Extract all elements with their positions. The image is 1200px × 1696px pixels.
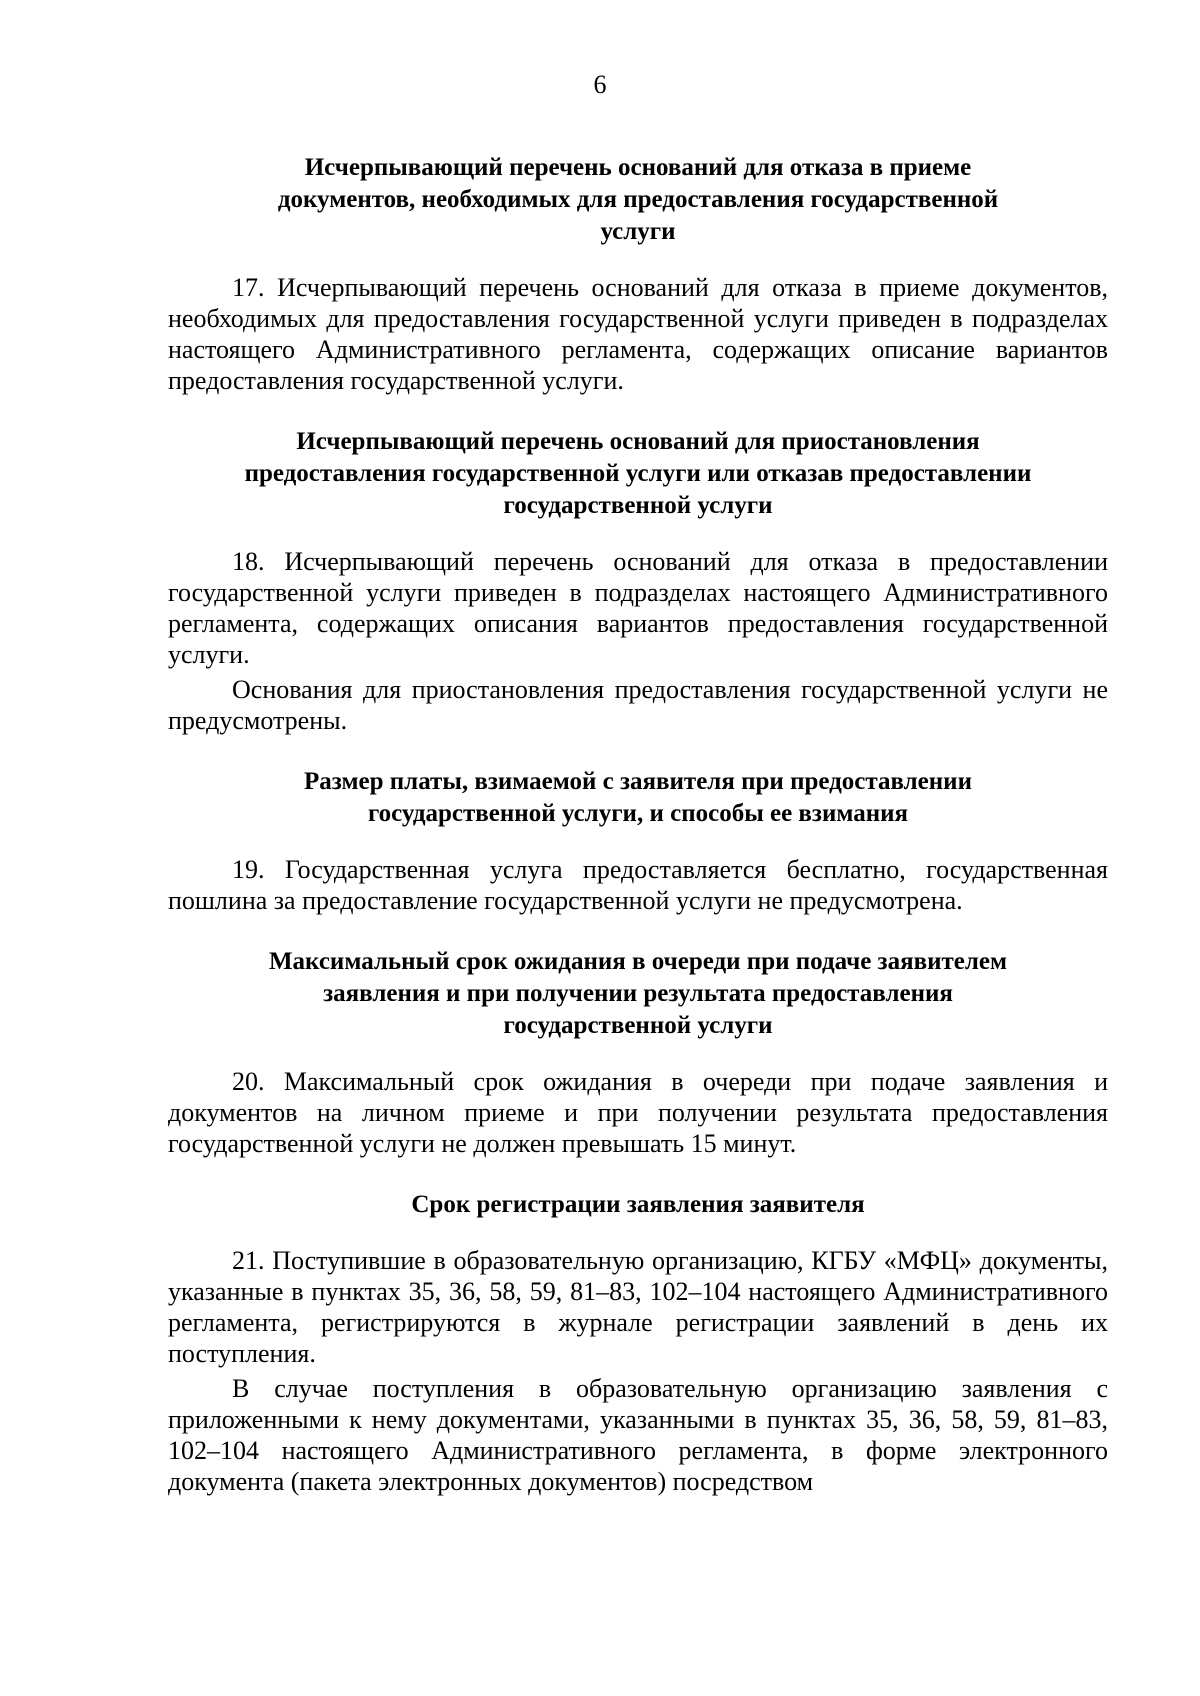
paragraph: 17. Исчерпывающий перечень оснований для отказа в приеме документов, необходимых для предоставления государственной услуги приведен в подразделах настоящего Административного регламента, содержащих описание вариантов предоставления государственной услуги.: [168, 273, 1108, 395]
paragraph: 20. Максимальный срок ожидания в очереди при подаче заявления и документов на личном приеме и при получении результата предоставления государственной услуги не должен превышать 15 минут.: [168, 1067, 1108, 1158]
paragraph: В случае поступления в образовательную организацию заявления с приложенными к нему документами, указанными в пунктах 35, 36, 58, 59, 81–83, 102–104 настоящего Административного регламента, в форме электронного документа (пакета электронных документов) посредством: [168, 1374, 1108, 1496]
section-heading: Исчерпывающий перечень оснований для отказа в приеме документов, необходимых для предоставления государственной услуги: [277, 154, 999, 245]
paragraph: 19. Государственная услуга предоставляется бесплатно, государственная пошлина за предоставление государственной услуги не предусмотрена.: [168, 855, 1108, 915]
document-body: [168, 152, 1108, 1497]
page-number: 6: [593, 70, 607, 99]
section-heading: Исчерпывающий перечень оснований для приостановления предоставления государственной услуги или отказав предоставлении государственной услуги: [244, 428, 1032, 519]
section-heading: Максимальный срок ожидания в очереди при подаче заявителем заявления и при получении результата предоставления государственной услуги: [268, 948, 1008, 1039]
paragraph: 21. Поступившие в образовательную организацию, КГБУ «МФЦ» документы, указанные в пунктах 35, 36, 58, 59, 81–83, 102–104 настоящего Административного регламента, регистрируются в журнале регистрации заявлений в день их поступления.: [168, 1246, 1108, 1368]
section-heading: Размер платы, взимаемой с заявителя при предоставлении государственной услуги, и способы ее взимания: [304, 768, 972, 827]
paragraph: Основания для приостановления предоставления государственной услуги не предусмотрены.: [168, 675, 1108, 735]
section-heading: Срок регистрации заявления заявителя: [411, 1191, 865, 1218]
paragraph: 18. Исчерпывающий перечень оснований для отказа в предоставлении государственной услуги приведен в подразделах настоящего Административного регламента, содержащих описания вариантов предоставления государственной услуги.: [168, 547, 1108, 669]
